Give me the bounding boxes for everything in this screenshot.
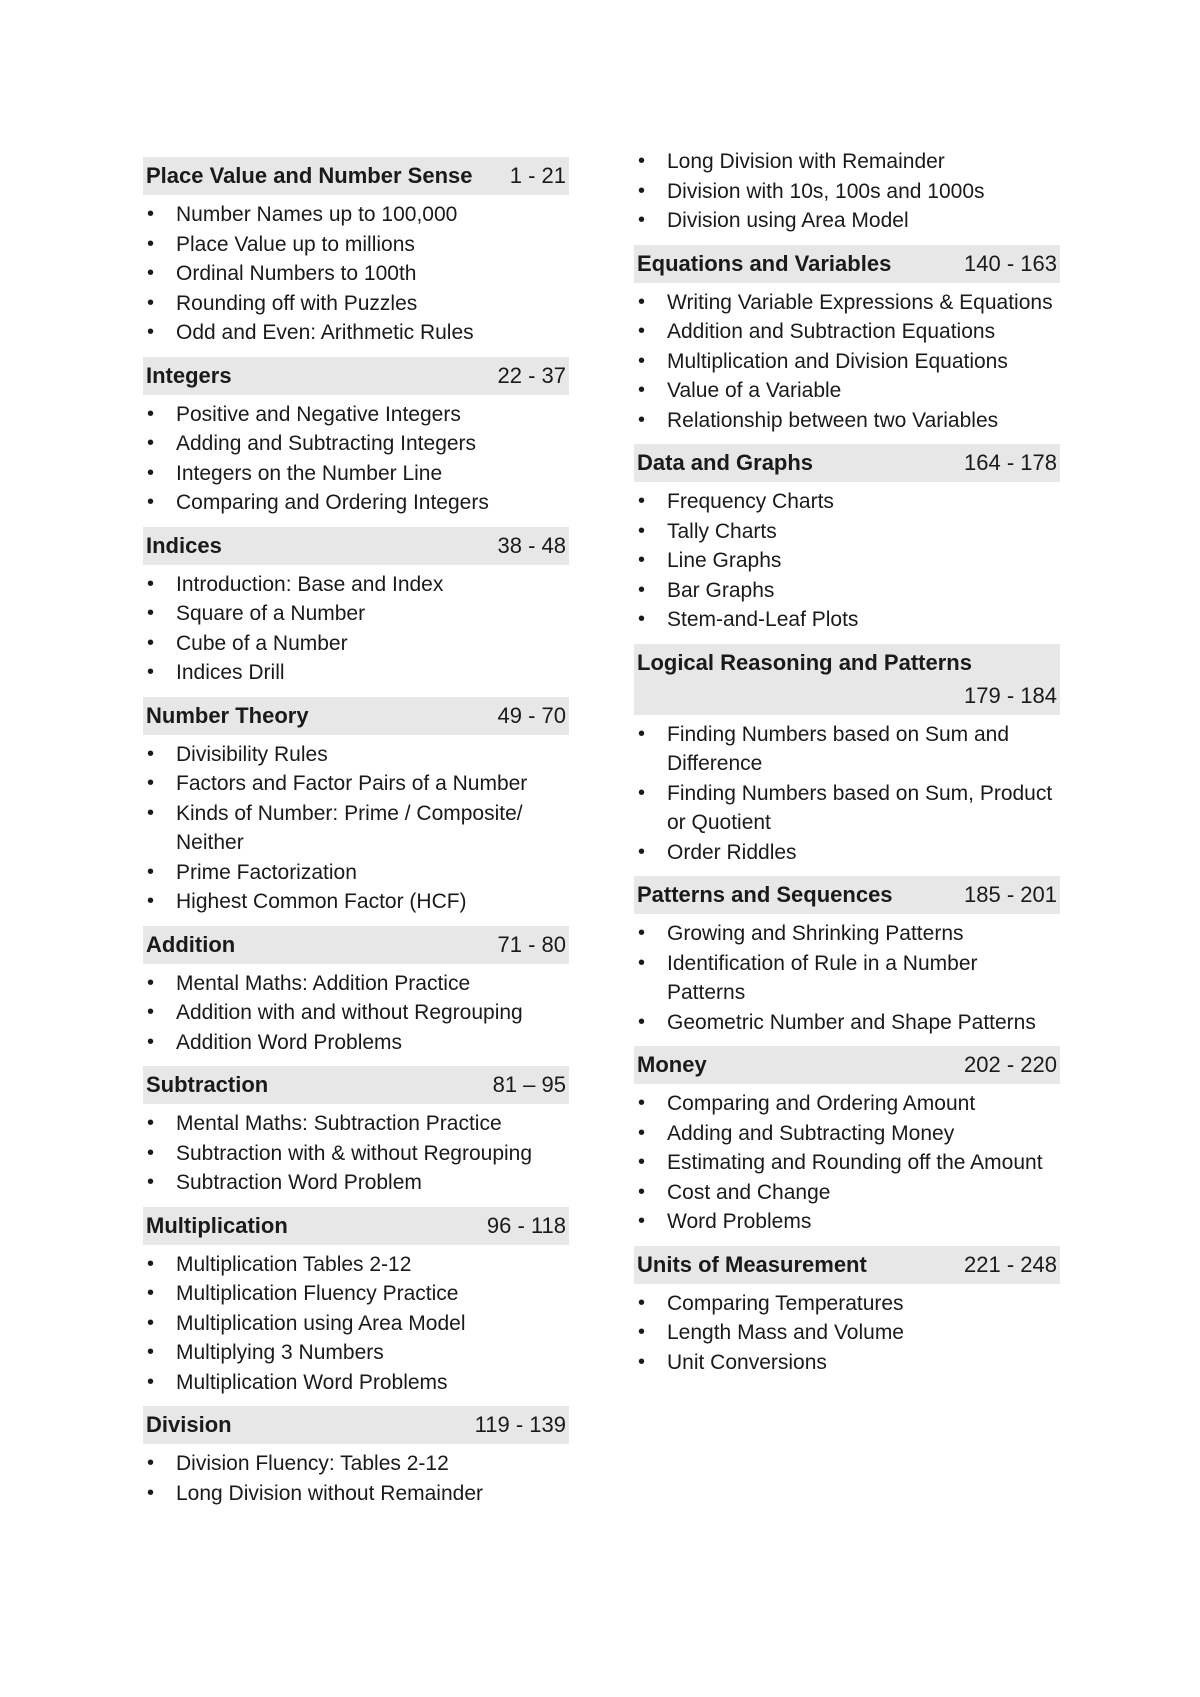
topic-label: Division with 10s, 100s and 1000s xyxy=(667,179,985,203)
topic-label: Bar Graphs xyxy=(667,578,775,602)
topic-item xyxy=(634,347,1060,377)
bullet-icon: • xyxy=(147,1112,155,1134)
bullet-icon: • xyxy=(638,320,646,342)
topic-label: Multiplication and Division Equations xyxy=(667,349,1008,373)
bullet-icon: • xyxy=(147,742,155,765)
topic-item xyxy=(143,429,569,459)
topic-list xyxy=(634,1289,1060,1378)
bullet-icon: • xyxy=(638,408,646,431)
section-equations-and-variables xyxy=(634,245,1060,436)
topic-item xyxy=(634,949,1060,1008)
bullet-icon: • xyxy=(638,840,646,863)
page-range: 185 - 201 xyxy=(964,882,1057,907)
bullet-icon: • xyxy=(147,1282,155,1304)
topic-list xyxy=(634,1089,1060,1237)
bullet-icon: • xyxy=(147,232,155,255)
bullet-icon: • xyxy=(147,971,155,994)
topic-list xyxy=(143,1250,569,1398)
topic-label: Line Graphs xyxy=(667,549,782,572)
topic-label: Subtraction with & without Regrouping xyxy=(176,1141,533,1165)
topic-item xyxy=(143,259,569,289)
bullet-icon: • xyxy=(638,1321,646,1343)
bullet-icon: • xyxy=(147,291,155,314)
topic-item xyxy=(143,1279,569,1309)
section-logical-reasoning-and-patterns xyxy=(634,644,1060,868)
topic-item xyxy=(143,1449,569,1479)
section-division xyxy=(143,1406,569,1508)
topic-label: Multiplying 3 Numbers xyxy=(176,1341,384,1364)
bullet-icon: • xyxy=(638,1151,646,1173)
topic-item xyxy=(634,779,1060,838)
bullet-icon: • xyxy=(638,608,646,630)
page-range: 140 - 163 xyxy=(964,250,1057,276)
bullet-icon: • xyxy=(147,661,155,683)
topic-item xyxy=(143,200,569,230)
bullet-icon: • xyxy=(147,402,155,425)
section-header xyxy=(143,157,569,195)
topic-label: Length Mass and Volume xyxy=(667,1321,904,1344)
topic-item xyxy=(143,230,569,260)
section-header xyxy=(143,1207,569,1245)
bullet-icon: • xyxy=(147,203,155,225)
page-range: 81 – 95 xyxy=(492,1072,566,1097)
topic-label: Estimating and Rounding off the Amount xyxy=(667,1151,1043,1174)
section-title: Integers xyxy=(146,362,232,388)
topic-item xyxy=(143,1168,569,1198)
bullet-icon: • xyxy=(638,578,646,601)
topic-label: Multiplication Fluency Practice xyxy=(176,1282,459,1305)
topic-item xyxy=(143,769,569,799)
bullet-icon: • xyxy=(638,1350,646,1373)
topic-list xyxy=(634,919,1060,1037)
topic-label: Addition and Subtraction Equations xyxy=(667,320,996,343)
bullet-icon: • xyxy=(638,150,646,172)
section-indices xyxy=(143,527,569,688)
topic-label: Kinds of Number: Prime / Composite/ Neither xyxy=(176,801,523,854)
topic-label: Mental Maths: Subtraction Practice xyxy=(176,1112,502,1135)
topic-item xyxy=(634,1289,1060,1319)
topic-item xyxy=(143,887,569,917)
topic-item xyxy=(143,459,569,489)
section-units-of-measurement xyxy=(634,1246,1060,1378)
topic-item xyxy=(634,487,1060,517)
topic-item xyxy=(634,1089,1060,1119)
topic-label: Rounding off with Puzzles xyxy=(176,291,418,315)
topic-label: Divisibility Rules xyxy=(176,742,328,766)
topic-list xyxy=(143,200,569,348)
topic-item xyxy=(143,1139,569,1169)
topic-label: Geometric Number and Shape Patterns xyxy=(667,1010,1036,1034)
topic-label: Factors and Factor Pairs of a Number xyxy=(176,772,528,795)
topic-label: Growing and Shrinking Patterns xyxy=(667,922,964,945)
topic-list xyxy=(143,740,569,917)
topic-item xyxy=(634,919,1060,949)
bullet-icon: • xyxy=(147,1311,155,1334)
section-title: Units of Measurement xyxy=(637,1251,867,1277)
topic-label: Cube of a Number xyxy=(176,631,348,655)
topic-label: Addition Word Problems xyxy=(176,1030,403,1054)
bullet-icon: • xyxy=(638,1180,646,1203)
topic-label: Number Names up to 100,000 xyxy=(176,203,458,226)
bullet-icon: • xyxy=(638,549,646,571)
section-patterns-and-sequences xyxy=(634,876,1060,1037)
topic-item xyxy=(143,1109,569,1139)
bullet-icon: • xyxy=(147,1452,155,1474)
topic-label: Comparing Temperatures xyxy=(667,1291,904,1315)
topic-item xyxy=(634,1318,1060,1348)
section-header xyxy=(143,1066,569,1104)
topic-item xyxy=(634,1148,1060,1178)
section-title: Place Value and Number Sense xyxy=(146,163,473,188)
section-header xyxy=(634,444,1060,482)
section-integers xyxy=(143,357,569,518)
topic-item xyxy=(143,289,569,319)
topic-list xyxy=(143,1449,569,1508)
contents-column-right xyxy=(634,147,1060,1386)
topic-item xyxy=(634,376,1060,406)
topic-label: Place Value up to millions xyxy=(176,232,415,256)
bullet-icon: • xyxy=(147,1141,155,1164)
bullet-icon: • xyxy=(147,1341,155,1363)
topic-item xyxy=(634,177,1060,207)
page-range: 96 - 118 xyxy=(486,1212,566,1238)
topic-item xyxy=(634,1207,1060,1237)
page-range: 1 - 21 xyxy=(509,163,566,188)
topic-item xyxy=(634,1348,1060,1378)
bullet-icon: • xyxy=(638,722,646,745)
bullet-icon: • xyxy=(147,631,155,654)
page-range: 202 - 220 xyxy=(964,1052,1057,1077)
bullet-icon: • xyxy=(638,209,646,231)
topic-label: Stem-and-Leaf Plots xyxy=(667,608,859,631)
bullet-icon: • xyxy=(147,772,155,794)
section-number-theory xyxy=(143,697,569,917)
topic-label: Multiplication using Area Model xyxy=(176,1311,466,1335)
topic-item xyxy=(634,147,1060,177)
page-range: 38 - 48 xyxy=(497,532,566,558)
section-header xyxy=(143,697,569,735)
topic-label: Long Division without Remainder xyxy=(176,1481,483,1505)
topic-label: Subtraction Word Problem xyxy=(176,1171,422,1194)
topic-label: Indices Drill xyxy=(176,661,285,684)
bullet-icon: • xyxy=(147,572,155,595)
topic-label: Division using Area Model xyxy=(667,209,909,232)
topic-label: Word Problems xyxy=(667,1210,812,1233)
topic-label: Multiplication Tables 2-12 xyxy=(176,1252,412,1276)
topic-label: Finding Numbers based on Sum, Product or Quotient xyxy=(667,781,1053,834)
bullet-icon: • xyxy=(147,491,155,513)
section-header xyxy=(143,926,569,964)
topic-label: Writing Variable Expressions & Equations xyxy=(667,290,1053,314)
topic-label: Cost and Change xyxy=(667,1180,831,1204)
topic-item xyxy=(634,720,1060,779)
topic-item xyxy=(143,740,569,770)
section-title: Data and Graphs xyxy=(637,450,814,475)
topic-label: Relationship between two Variables xyxy=(667,408,999,432)
topic-label: Addition with and without Regrouping xyxy=(176,1001,523,1024)
bullet-icon: • xyxy=(147,1370,155,1393)
section-title: Addition xyxy=(146,931,236,957)
topic-label: Division Fluency: Tables 2-12 xyxy=(176,1452,449,1475)
topic-label: Ordinal Numbers to 100th xyxy=(176,262,417,285)
topic-item xyxy=(634,406,1060,436)
topic-label: Adding and Subtracting Integers xyxy=(176,432,477,455)
topic-list xyxy=(143,969,569,1058)
topic-item xyxy=(143,1338,569,1368)
bullet-icon: • xyxy=(638,922,646,944)
page-range: 221 - 248 xyxy=(964,1251,1057,1277)
topic-item xyxy=(634,1008,1060,1038)
topic-item xyxy=(143,599,569,629)
topic-label: Mental Maths: Addition Practice xyxy=(176,971,471,995)
section-title: Division xyxy=(146,1412,232,1437)
section-header xyxy=(634,876,1060,914)
bullet-icon: • xyxy=(147,890,155,912)
topic-item xyxy=(634,288,1060,318)
page-range: 71 - 80 xyxy=(497,931,566,957)
topic-list xyxy=(143,400,569,518)
topic-item xyxy=(634,206,1060,236)
topic-list xyxy=(634,720,1060,868)
bullet-icon: • xyxy=(638,349,646,372)
bullet-icon: • xyxy=(638,519,646,542)
contents-column-left xyxy=(143,157,569,1517)
bullet-icon: • xyxy=(147,1001,155,1023)
topic-item xyxy=(143,1309,569,1339)
section-title: Number Theory xyxy=(146,702,309,728)
section-title: Logical Reasoning and Patterns xyxy=(637,649,972,675)
section-header xyxy=(634,1246,1060,1284)
topic-label: Identification of Rule in a Number Patterns xyxy=(667,951,978,1004)
section-title: Money xyxy=(637,1052,707,1077)
section-title: Subtraction xyxy=(146,1072,269,1097)
section-header xyxy=(634,644,1060,715)
topic-item xyxy=(143,1250,569,1280)
bullet-icon: • xyxy=(147,1481,155,1504)
section-header xyxy=(634,1046,1060,1084)
bullet-icon: • xyxy=(638,1121,646,1144)
topic-item xyxy=(143,1368,569,1398)
bullet-icon: • xyxy=(638,379,646,401)
topic-item xyxy=(143,969,569,999)
section-title: Equations and Variables xyxy=(637,250,892,276)
page-range: 164 - 178 xyxy=(964,450,1057,475)
bullet-icon: • xyxy=(147,801,155,824)
topic-label: Multiplication Word Problems xyxy=(176,1370,448,1394)
topic-label: Positive and Negative Integers xyxy=(176,402,461,426)
section-money xyxy=(634,1046,1060,1237)
section-header xyxy=(143,1406,569,1444)
topic-label: Prime Factorization xyxy=(176,860,357,884)
topic-item xyxy=(143,799,569,858)
topic-item xyxy=(634,317,1060,347)
topic-item xyxy=(143,658,569,688)
topic-label: Odd and Even: Arithmetic Rules xyxy=(176,321,474,344)
topic-label: Unit Conversions xyxy=(667,1350,827,1374)
bullet-icon: • xyxy=(147,432,155,454)
section-data-and-graphs xyxy=(634,444,1060,635)
bullet-icon: • xyxy=(638,1010,646,1033)
section-place-value-and-number-sense xyxy=(143,157,569,348)
section-multiplication xyxy=(143,1207,569,1398)
topic-list xyxy=(634,147,1060,236)
topic-item xyxy=(143,488,569,518)
topic-label: Finding Numbers based on Sum and Difference xyxy=(667,722,1010,775)
topic-item xyxy=(634,517,1060,547)
topic-list xyxy=(634,288,1060,436)
topic-item xyxy=(143,318,569,348)
bullet-icon: • xyxy=(638,1210,646,1232)
topic-item xyxy=(143,400,569,430)
topic-label: Square of a Number xyxy=(176,602,366,625)
topic-item xyxy=(143,1479,569,1509)
bullet-icon: • xyxy=(147,321,155,343)
topic-list xyxy=(143,1109,569,1198)
page-range: 179 - 184 xyxy=(964,682,1057,708)
section-header xyxy=(143,527,569,565)
section-title: Indices xyxy=(146,532,222,558)
section-title: Multiplication xyxy=(146,1212,288,1238)
page-range: 22 - 37 xyxy=(497,362,566,388)
bullet-icon: • xyxy=(147,602,155,624)
section-header xyxy=(143,357,569,395)
topic-label: Frequency Charts xyxy=(667,490,834,513)
bullet-icon: • xyxy=(638,951,646,974)
topic-item xyxy=(634,605,1060,635)
bullet-icon: • xyxy=(147,860,155,883)
topic-label: Highest Common Factor (HCF) xyxy=(176,890,467,913)
topic-label: Tally Charts xyxy=(667,519,777,543)
topic-item xyxy=(143,629,569,659)
topic-label: Long Division with Remainder xyxy=(667,150,945,173)
topic-item xyxy=(143,570,569,600)
topic-item xyxy=(143,998,569,1028)
topic-item xyxy=(634,576,1060,606)
topic-label: Adding and Subtracting Money xyxy=(667,1121,955,1145)
topic-item xyxy=(634,1119,1060,1149)
topic-item xyxy=(634,838,1060,868)
bullet-icon: • xyxy=(147,262,155,284)
topic-item xyxy=(143,1028,569,1058)
bullet-icon: • xyxy=(638,490,646,512)
page-range: 49 - 70 xyxy=(497,702,566,728)
section-title: Patterns and Sequences xyxy=(637,882,893,907)
bullet-icon: • xyxy=(147,1171,155,1193)
topic-label: Comparing and Ordering Amount xyxy=(667,1092,976,1115)
bullet-icon: • xyxy=(638,1092,646,1114)
topic-label: Integers on the Number Line xyxy=(176,461,443,485)
topic-list xyxy=(634,487,1060,635)
topic-label: Comparing and Ordering Integers xyxy=(176,491,489,514)
section-subtraction xyxy=(143,1066,569,1198)
bullet-icon: • xyxy=(147,1030,155,1053)
bullet-icon: • xyxy=(638,179,646,202)
bullet-icon: • xyxy=(147,461,155,484)
section-addition xyxy=(143,926,569,1058)
page-range: 119 - 139 xyxy=(474,1412,566,1437)
topic-list xyxy=(143,570,569,688)
bullet-icon: • xyxy=(147,1252,155,1275)
topic-label: Introduction: Base and Index xyxy=(176,572,444,596)
bullet-icon: • xyxy=(638,781,646,804)
topic-item xyxy=(634,546,1060,576)
topic-label: Value of a Variable xyxy=(667,379,842,402)
topic-label: Order Riddles xyxy=(667,840,797,864)
bullet-icon: • xyxy=(638,290,646,313)
topic-item xyxy=(634,1178,1060,1208)
section-header xyxy=(634,245,1060,283)
topic-item xyxy=(143,858,569,888)
bullet-icon: • xyxy=(638,1291,646,1314)
